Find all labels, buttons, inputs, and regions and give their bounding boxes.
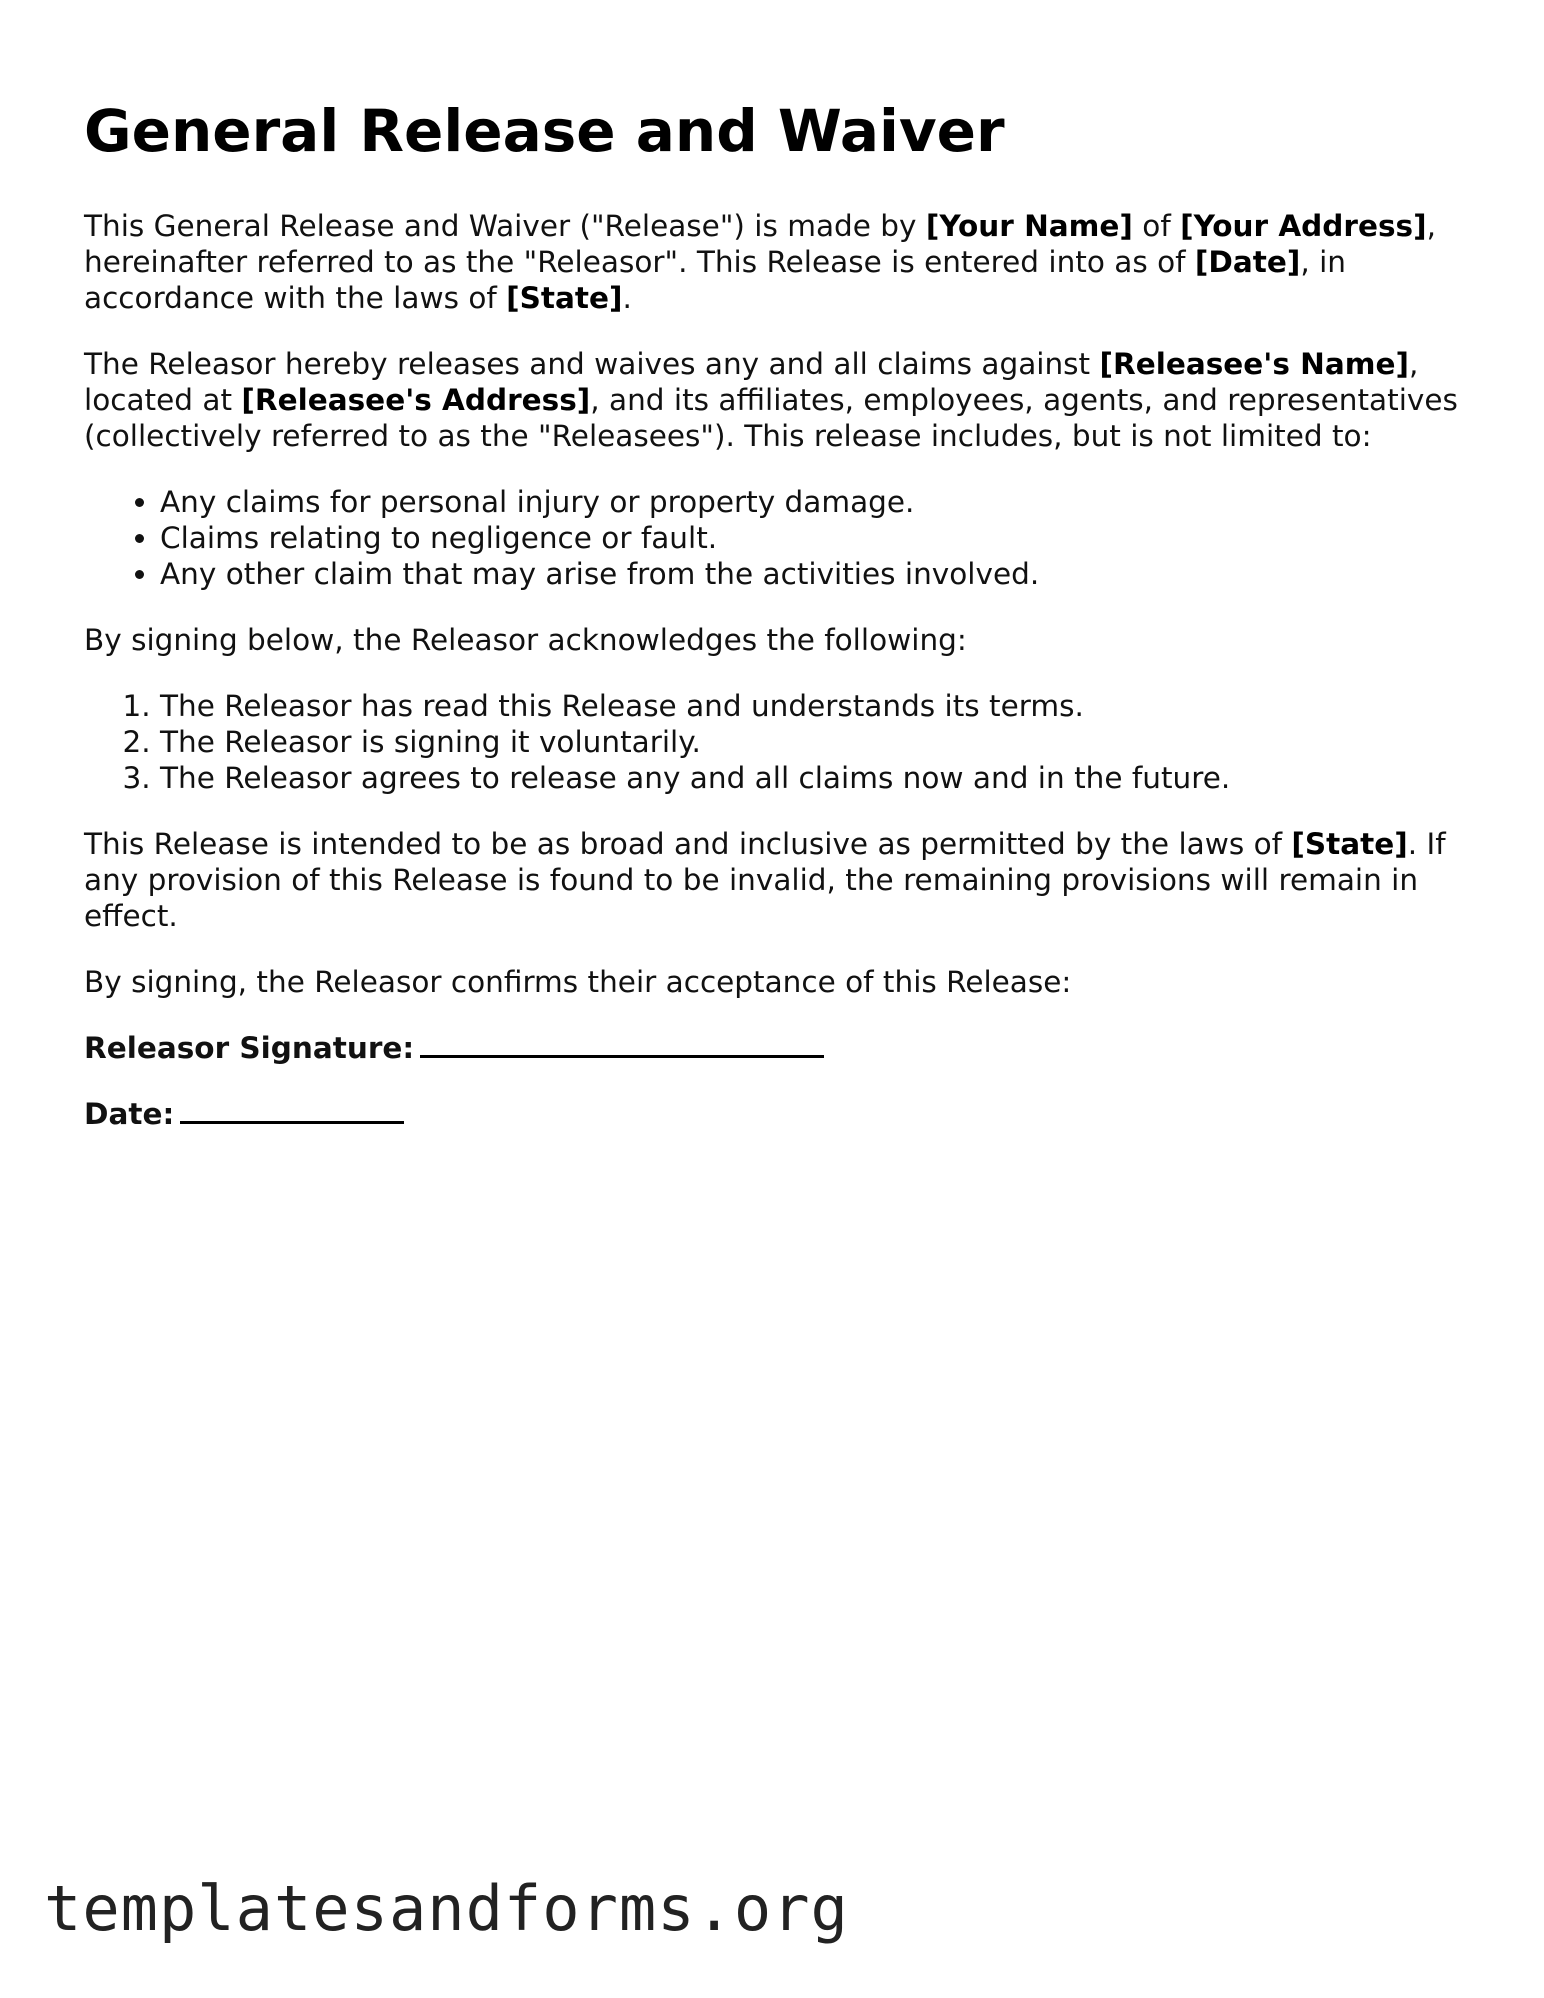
list-item: • Claims relating to negligence or fault. — [160, 520, 1464, 556]
your-name-placeholder: [Your Name] — [925, 208, 1133, 243]
releasee-address-placeholder: [Releasee's Address] — [241, 382, 591, 417]
acknowledge-intro: By signing below, the Releasor acknowledges the following: — [84, 622, 967, 657]
date-blank[interactable] — [180, 1099, 404, 1124]
release-paragraph: The Releasor hereby releases and waives any and all claims against [Releasee's Name], located at [Releasee's Address], and its affiliates, employees, agents, and representatives (collectively referred to as the "Releasees"). This release includes, but is not limited to: — [84, 346, 1458, 453]
date-line — [84, 1096, 1464, 1132]
list-item: • Any other claim that may arise from the activities involved. — [160, 556, 1464, 592]
releasee-name-placeholder: [Releasee's Name] — [1099, 346, 1409, 381]
your-address-placeholder: [Your Address] — [1180, 208, 1427, 243]
date-label: Date: — [84, 1096, 175, 1131]
acknowledgements-list — [84, 688, 1464, 796]
signature-blank[interactable] — [420, 1033, 824, 1058]
scope-paragraph: This Release is intended to be as broad and inclusive as permitted by the laws of [State]. If any provision of this Release is found to be invalid, the remaining provisions will remain in effect. — [84, 826, 1446, 933]
date-placeholder: [Date] — [1194, 244, 1301, 279]
state-placeholder: [State] — [1291, 826, 1408, 861]
signature-label: Releasor Signature: — [84, 1030, 415, 1065]
confirm-paragraph: By signing, the Releasor confirms their acceptance of this Release: — [84, 964, 1072, 999]
list-item: 3. The Releasor agrees to release any and all claims now and in the future. — [160, 760, 1464, 796]
signature-line — [84, 1030, 1464, 1066]
list-item: 1. The Releasor has read this Release and understands its terms. — [160, 688, 1464, 724]
document-title: General Release and Waiver — [84, 97, 1005, 165]
intro-paragraph: This General Release and Waiver ("Release") is made by [Your Name] of [Your Address], hereinafter referred to as the "Releasor". This Release is entered into as of [Date], in accordance with the laws of [State]. — [84, 208, 1436, 315]
document-page — [84, 97, 1464, 1162]
state-placeholder: [State] — [506, 280, 623, 315]
claims-list — [84, 484, 1464, 592]
watermark: templatesandforms.org — [44, 1872, 849, 1945]
list-item: • Any claims for personal injury or property damage. — [160, 484, 1464, 520]
list-item: 2. The Releasor is signing it voluntarily. — [160, 724, 1464, 760]
